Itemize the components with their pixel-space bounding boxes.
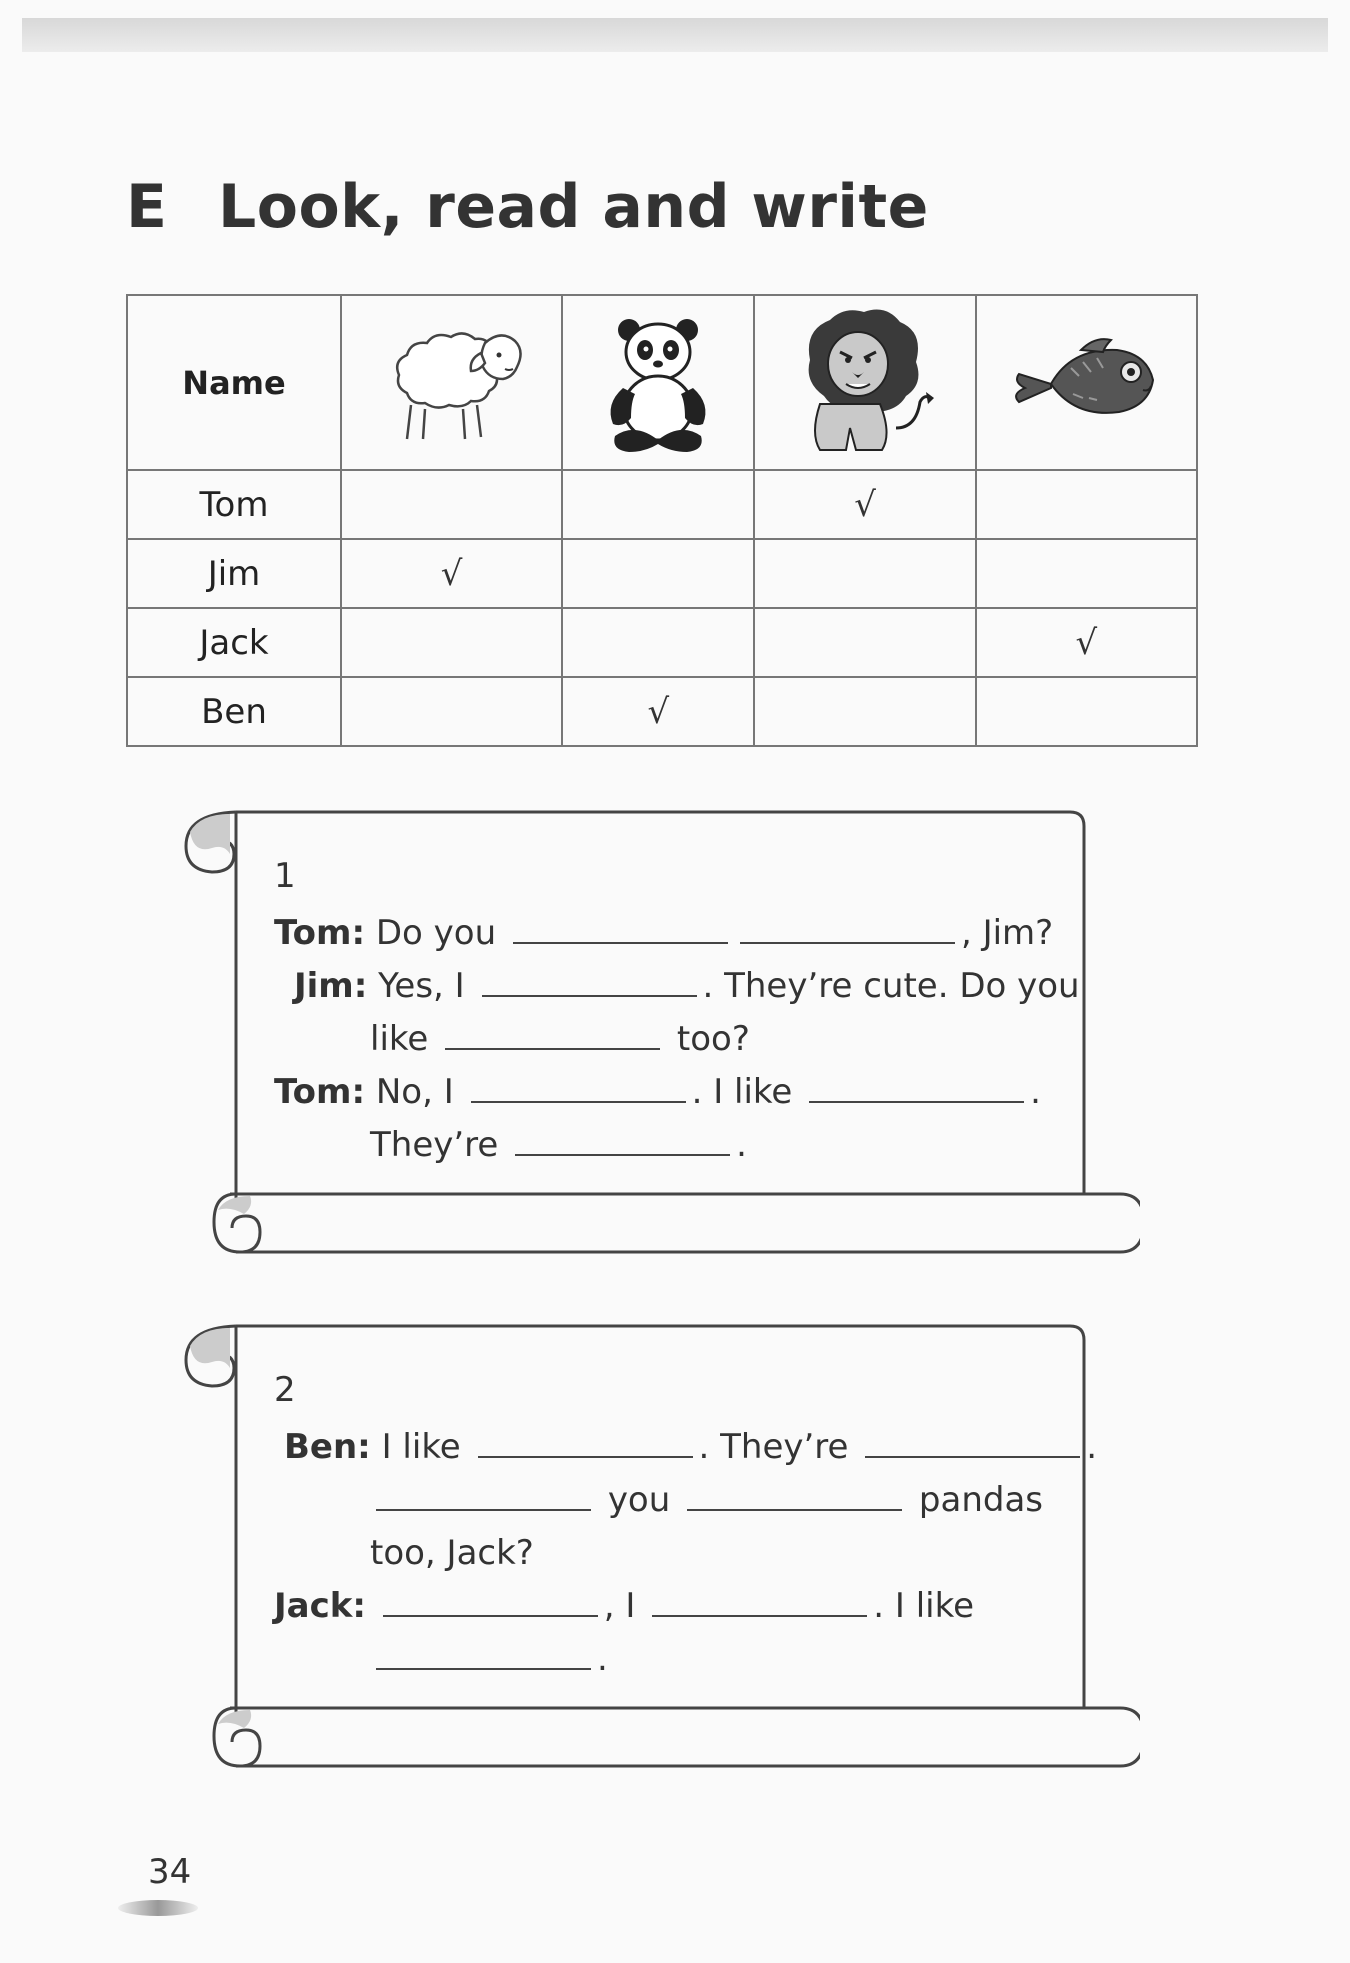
- panda-icon: [593, 308, 723, 458]
- dialog-text: too?: [676, 1019, 750, 1059]
- answer-blank[interactable]: [478, 1426, 693, 1458]
- dialog-text: . I like: [691, 1072, 793, 1112]
- dialog-text: . I like: [873, 1586, 974, 1626]
- lion-column-header: [754, 295, 975, 470]
- answer-blank[interactable]: [376, 1638, 591, 1670]
- dialog-text: .: [1086, 1427, 1098, 1467]
- table-header-row: [127, 295, 1197, 470]
- dialog-scroll-2: [180, 1320, 1140, 1770]
- answer-blank[interactable]: [513, 912, 728, 944]
- table-row: [127, 608, 1197, 677]
- sheep-column-header: [341, 295, 562, 470]
- answer-blank[interactable]: [740, 912, 955, 944]
- dialog-line: [274, 1066, 1074, 1119]
- dialog-text: , I: [603, 1586, 636, 1626]
- dialog-line: [274, 1633, 1074, 1686]
- dialog-text: .: [597, 1639, 608, 1679]
- dialog-line: [274, 907, 1074, 960]
- sheep-icon: [377, 313, 527, 453]
- check-cell: [562, 470, 754, 539]
- dialog-text: pandas: [918, 1480, 1044, 1520]
- page-swoosh-decoration: [118, 1900, 198, 1916]
- check-cell: [754, 677, 975, 746]
- dialog-text: They’re: [370, 1125, 499, 1165]
- check-mark: √: [754, 470, 975, 539]
- answer-blank[interactable]: [445, 1018, 660, 1050]
- check-cell: [562, 608, 754, 677]
- section-title: [126, 172, 929, 242]
- check-cell: [562, 539, 754, 608]
- animal-likes-table: [126, 294, 1198, 747]
- check-cell: [754, 608, 975, 677]
- table-row: [127, 470, 1197, 539]
- panda-column-header: [562, 295, 754, 470]
- dialog-line: [274, 1527, 1074, 1580]
- dialog-line: [274, 1474, 1074, 1527]
- answer-blank[interactable]: [809, 1071, 1024, 1103]
- dialog-text: like: [370, 1019, 429, 1059]
- dialog-line: [274, 1013, 1074, 1066]
- answer-blank[interactable]: [865, 1426, 1080, 1458]
- answer-blank[interactable]: [383, 1585, 598, 1617]
- answer-blank[interactable]: [687, 1479, 902, 1511]
- dialog-1: [274, 850, 1080, 1172]
- dialog-number: 1: [274, 856, 296, 896]
- dialog-number: 2: [274, 1370, 296, 1410]
- check-cell: [754, 539, 975, 608]
- row-name: Ben: [127, 677, 341, 746]
- dialog-text: Yes, I: [378, 966, 465, 1006]
- dialog-text: . They’re cute. Do you: [702, 966, 1080, 1006]
- speaker-label: Tom:: [274, 1072, 366, 1112]
- section-letter: E: [126, 172, 168, 242]
- answer-blank[interactable]: [376, 1479, 591, 1511]
- dialog-line: [274, 1421, 1098, 1474]
- dialog-line: [274, 1580, 1074, 1633]
- check-mark: √: [341, 539, 562, 608]
- speaker-label: Tom:: [274, 913, 366, 953]
- dialog-text: . They’re: [698, 1427, 849, 1467]
- answer-blank[interactable]: [471, 1071, 686, 1103]
- row-name: Jim: [127, 539, 341, 608]
- check-mark: √: [562, 677, 754, 746]
- dialog-text: Do you: [375, 913, 497, 953]
- lion-icon: [790, 308, 940, 458]
- answer-blank[interactable]: [482, 965, 697, 997]
- dialog-scroll-1: [180, 806, 1140, 1256]
- row-name: Jack: [127, 608, 341, 677]
- dialog-text: No, I: [375, 1072, 454, 1112]
- answer-blank[interactable]: [652, 1585, 867, 1617]
- fish-column-header: [976, 295, 1197, 470]
- dialog-text: , Jim?: [960, 913, 1054, 953]
- check-cell: [341, 470, 562, 539]
- check-cell: [341, 677, 562, 746]
- table-row: [127, 539, 1197, 608]
- answer-blank[interactable]: [515, 1124, 730, 1156]
- section-title-text: Look, read and write: [218, 172, 929, 242]
- page-number: 34: [148, 1852, 192, 1892]
- fish-icon: [1011, 328, 1161, 438]
- dialog-text: .: [736, 1125, 747, 1165]
- check-cell: [341, 608, 562, 677]
- dialog-2: [274, 1364, 1098, 1686]
- speaker-label: Jim:: [294, 966, 368, 1006]
- check-cell: [976, 539, 1197, 608]
- row-name: Tom: [127, 470, 341, 539]
- check-cell: [976, 470, 1197, 539]
- speaker-label: Ben:: [284, 1427, 371, 1467]
- top-scan-strip: [22, 18, 1328, 52]
- dialog-text: you: [607, 1480, 671, 1520]
- check-cell: [976, 677, 1197, 746]
- dialog-text: I like: [381, 1427, 461, 1467]
- dialog-line: [274, 960, 1080, 1013]
- table-row: [127, 677, 1197, 746]
- dialog-text: .: [1030, 1072, 1041, 1112]
- name-column-header: Name: [127, 295, 341, 470]
- check-mark: √: [976, 608, 1197, 677]
- speaker-label: Jack:: [274, 1586, 366, 1626]
- dialog-line: [274, 1119, 1074, 1172]
- dialog-text: too, Jack?: [370, 1533, 534, 1573]
